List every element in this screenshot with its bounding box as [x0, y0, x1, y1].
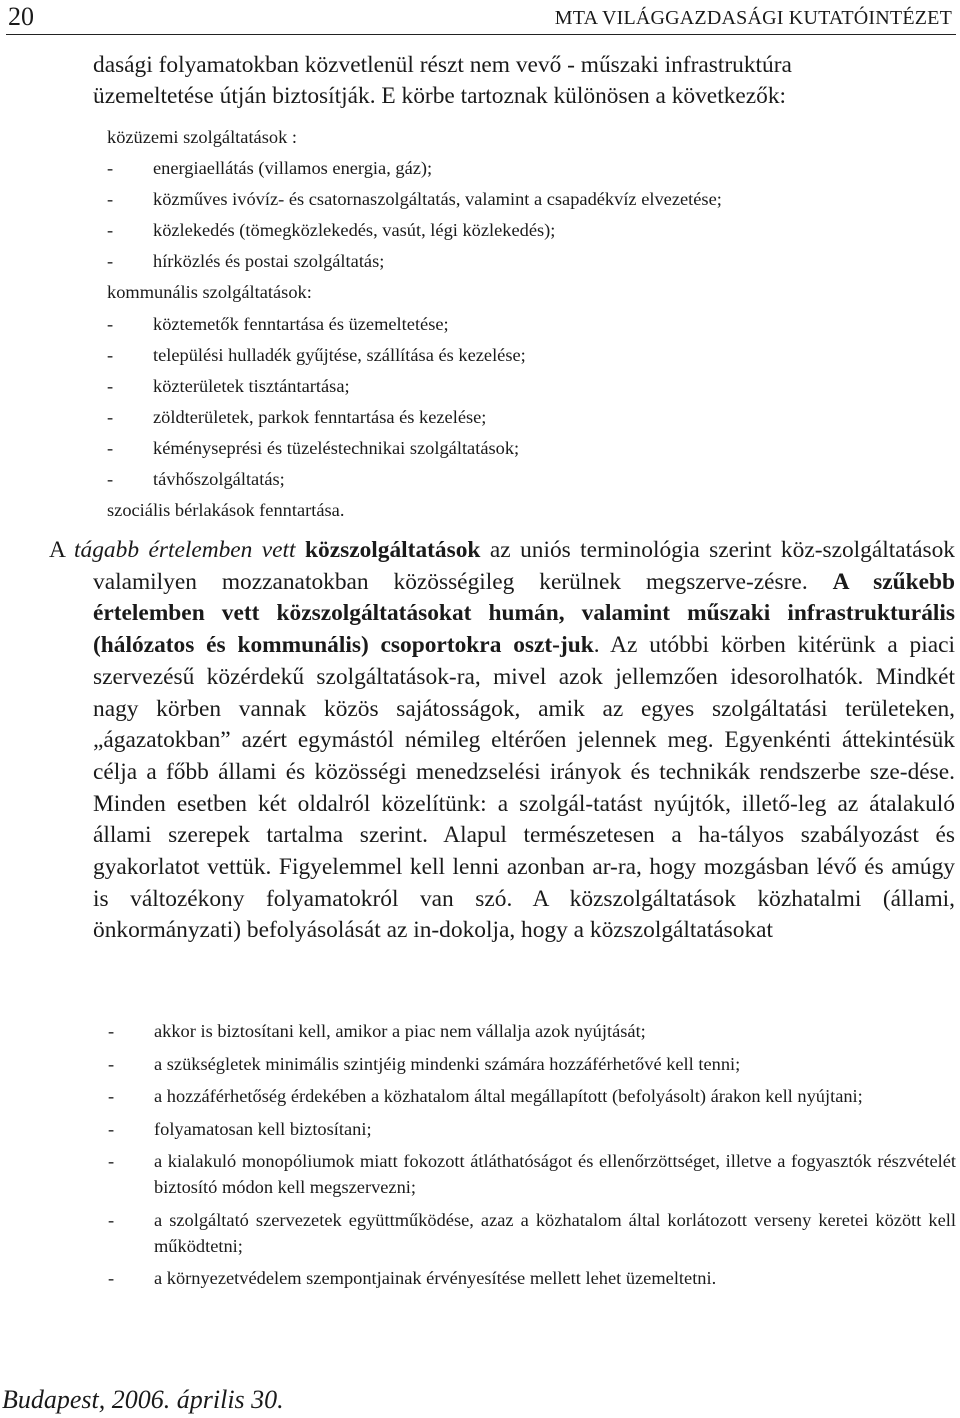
list-item: - közműves ivóvíz- és csatornaszolgáltatás, valamint a csapadékvíz elvezetése; — [107, 184, 957, 215]
list-item: - közlekedés (tömegközlekedés, vasút, légi közlekedés); — [107, 215, 957, 246]
intro-line: üzemeltetése útján biztosítják. E körbe tartoznak különösen a következők: — [93, 83, 787, 109]
list-item: - a szolgáltató szervezetek együttműködése, azaz a közhatalom által korlátozott verseny keretei között kell működtetni; — [108, 1207, 956, 1259]
requirements-list — [108, 1018, 956, 1298]
intro-text — [93, 50, 958, 112]
paragraph-text: . Az utóbbi körben kitérünk a piaci szervezésű közérdekű szolgáltatások-ra, mivel azok jellemzően idesorolhatók. Mindkét nagy körben vannak közös sajátosságok, amik az egyes szolgáltatási területeken, „ágazatokban” azért egymástól némileg eltérően jelennek meg. Egyenkénti áttekintésük célja a főbb állami és közösségi menedzselési irányok és technikák rendszerbe sze-dése. Minden esetben két oldalról közelítünk: a szolgál-tatást nyújtók, illető-leg az átalakuló állami szerepek tartalma szerint. Alapul természetesen a ha-tályos szabályozást és gyakorlatot vettük. Figyelemmel kell lenni azonban ar-ra, hogy mozgásban lévő és amúgy is változékony folyamatokról van szó. A közszolgáltatások közhatalmi (állami, önkormányzati) befolyásolását az in-dokolja, hogy a közszolgáltatásokat — [93, 632, 956, 944]
intro-line: dasági folyamatokban közvetlenül részt nem vevő - műszaki infrastruktúra — [93, 52, 792, 78]
paragraph-bold: A szűkebb értelemben vett közszolgáltatásokat humán, valamint műszaki infrastrukturális (hálózatos és kommunális) csoportokra oszt-juk — [93, 568, 955, 659]
list-item: - távhőszolgáltatás; — [107, 464, 957, 495]
paragraph-bold: közszolgáltatások — [305, 537, 481, 563]
list-item: - közterületek tisztántartása; — [107, 371, 957, 402]
list-heading: szociális bérlakások fenntartása. — [107, 500, 345, 521]
list-item: - akkor is biztosítani kell, amikor a piac nem vállalja azok nyújtását; — [108, 1018, 956, 1044]
list-item: - kéményseprési és tüzeléstechnikai szolgáltatások; — [107, 433, 957, 464]
paragraph-text: az uniós terminológia szerint köz-szolgáltatások valamilyen mozzanatokban közösségileg kerülnek megszerve-zésre. — [93, 537, 955, 595]
paragraph-text — [296, 537, 305, 563]
paragraph-text: A — [49, 537, 75, 563]
list-heading: közüzemi szolgáltatások : — [107, 127, 297, 147]
list-item: - köztemetők fenntartása és üzemeltetése; — [107, 309, 957, 340]
page-number: 20 — [8, 2, 34, 31]
list-item: - hírközlés és postai szolgáltatás; — [107, 246, 957, 277]
list-item: - energiaellátás (villamos energia, gáz); — [107, 153, 957, 184]
list-heading: kommunális szolgáltatások: — [107, 282, 312, 303]
list-item: - a kialakuló monopóliumok miatt fokozott átláthatóságot és ellenőrzöttséget, illetve a fogyasztók részvételét biztosító módon kell megszervezni; — [108, 1148, 956, 1200]
list-item: - folyamatosan kell biztosítani; — [108, 1116, 956, 1142]
list-item: - a környezetvédelem szempontjainak érvényesítése mellett lehet üzemeltetni. — [108, 1265, 956, 1291]
list-item: - a hozzáférhetőség érdekében a közhatalom által megállapított (befolyásolt) árakon kell nyújtani; — [108, 1083, 956, 1109]
paragraph-italic: tágabb értelemben vett — [74, 537, 296, 563]
services-list — [107, 122, 957, 526]
body-paragraph — [49, 535, 956, 947]
list-item: - a szükségletek minimális szintjéig mindenki számára hozzáférhetővé kell tenni; — [108, 1051, 956, 1077]
running-head: MTA VILÁGGAZDASÁGI KUTATÓINTÉZET — [554, 7, 952, 29]
page-header — [6, 2, 956, 35]
footer-place-date: Budapest, 2006. április 30. — [2, 1385, 284, 1414]
list-item: - zöldterületek, parkok fenntartása és kezelése; — [107, 402, 957, 433]
list-item: - települési hulladék gyűjtése, szállítása és kezelése; — [107, 340, 957, 371]
